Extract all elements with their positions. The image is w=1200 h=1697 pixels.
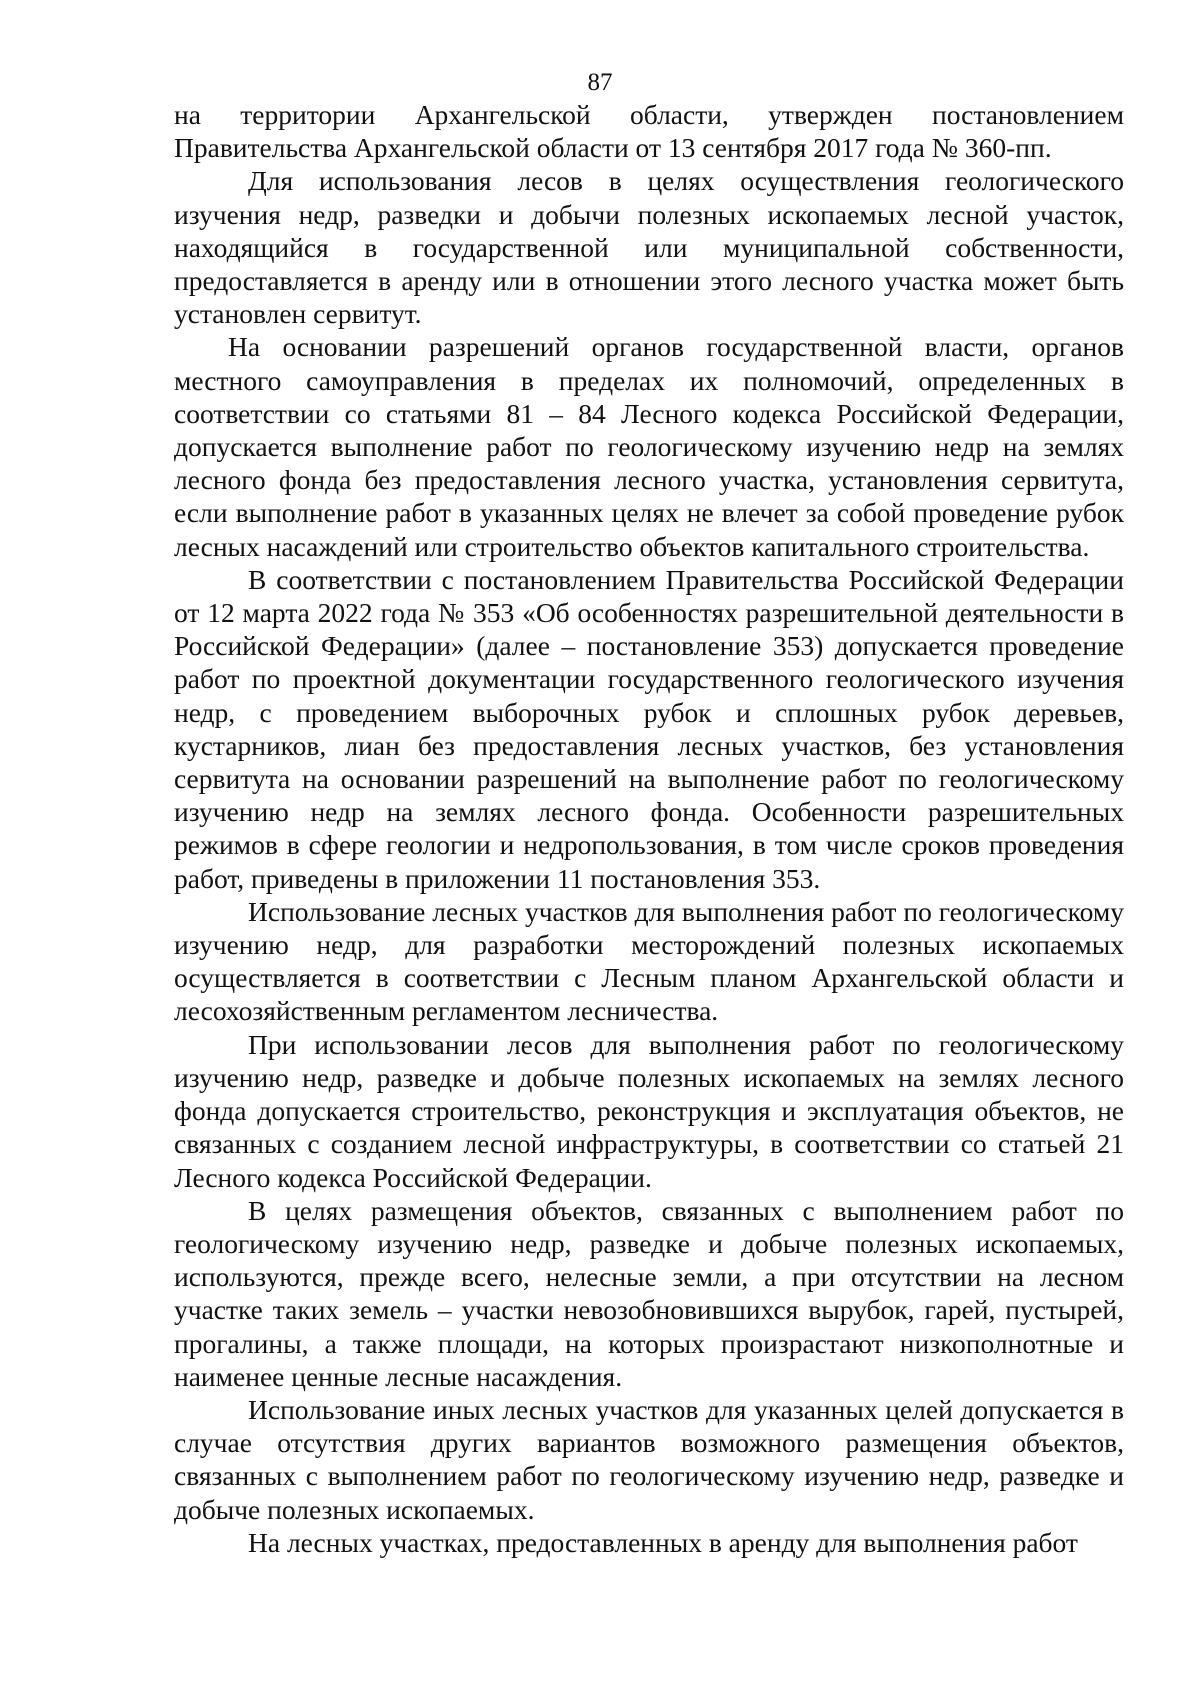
paragraph-6: При использовании лесов для выполнения работ по геологическому изучению недр, разведке и добыче полезных ископаемых на землях лесного фонда допускается строительство, реконструкция и эксплуатация объектов, не связанных с созданием лесной инфраструктуры, в соответствии со статьей 21 Лесного кодекса Российской Федерации. (174, 1028, 1124, 1193)
paragraph-3: На основании разрешений органов государственной власти, органов местного самоуправления в пределах их полномочий, определенных в соответствии со статьями 81 – 84 Лесного кодекса Российской Федерации, допускается выполнение работ по геологическому изучению недр на землях лесного фонда без предоставления лесного участка, установления сервитута, если выполнение работ в указанных целях не влечет за собой проведение рубок лесных насаждений или строительство объектов капитального строительства. (174, 331, 1124, 562)
paragraph-2: Для использования лесов в целях осуществления геологического изучения недр, разведки и добычи полезных ископаемых лесной участок, находящийся в государственной или муниципальной собственности, предоставляется в аренду или в отношении этого лесного участка может быть установлен сервитут. (174, 165, 1124, 330)
paragraph-1: на территории Архангельской области, утвержден постановлением Правительства Архангельской области от 13 сентября 2017 года № 360-пп. (174, 99, 1124, 164)
paragraph-7: В целях размещения объектов, связанных с выполнением работ по геологическому изучению недр, разведке и добыче полезных ископаемых, используются, прежде всего, нелесные земли, а при отсутствии на лесном участке таких земель – участки невозобновившихся вырубок, гарей, пустырей, прогалины, а также площади, на которых произрастают низкополнотные и наименее ценные лесные насаждения. (174, 1194, 1124, 1392)
document-body (174, 98, 1124, 1559)
paragraph-8: Использование иных лесных участков для указанных целей допускается в случае отсутствия других вариантов возможного размещения объектов, связанных с выполнением работ по геологическому изучению недр, разведке и добыче полезных ископаемых. (174, 1393, 1124, 1525)
paragraph-4: В соответствии с постановлением Правительства Российской Федерации от 12 марта 2022 года № 353 «Об особенностях разрешительной деятельности в Российской Федерации» (далее – постановление 353) допускается проведение работ по проектной документации государственного геологического изучения недр, с проведением выборочных рубок и сплошных рубок деревьев, кустарников, лиан без предоставления лесных участков, без установления сервитута на основании разрешений на выполнение работ по геологическому изучению недр на землях лесного фонда. Особенности разрешительных режимов в сфере геологии и недропользования, в том числе сроков проведения работ, приведены в приложении 11 постановления 353. (174, 563, 1124, 894)
page-number: 87 (587, 69, 613, 96)
paragraph-9: На лесных участках, предоставленных в аренду для выполнения работ (248, 1526, 1078, 1558)
paragraph-5: Использование лесных участков для выполнения работ по геологическому изучению недр, для разработки месторождений полезных ископаемых осуществляется в соответствии с Лесным планом Архангельской области и лесохозяйственным регламентом лесничества. (174, 895, 1124, 1027)
